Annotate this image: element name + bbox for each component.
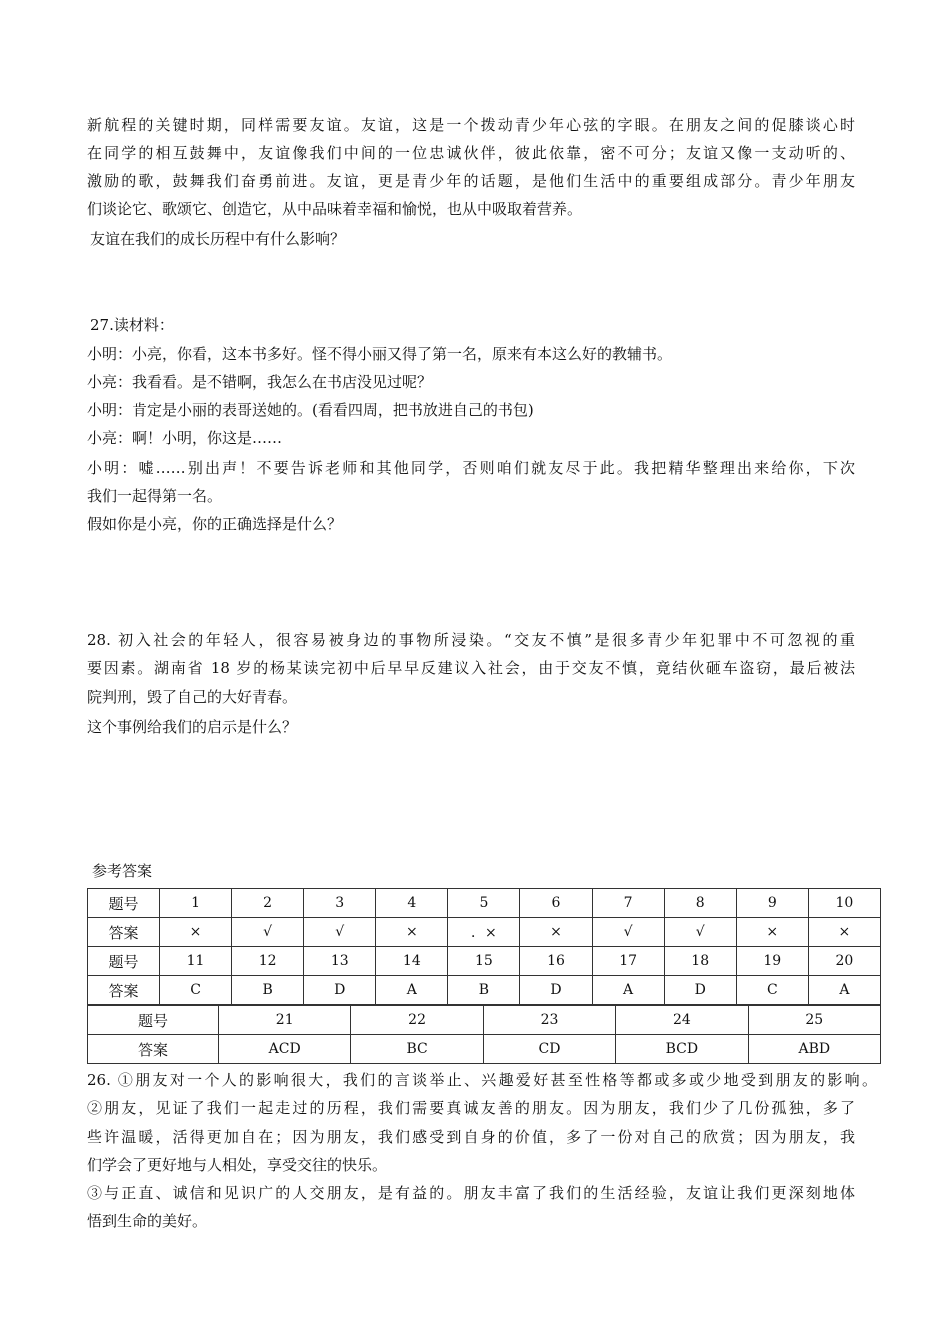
table-cell: 2 <box>232 889 304 918</box>
table-cell: 8 <box>664 889 736 918</box>
q27-title: 27.读材料： <box>90 316 174 334</box>
table-cell: A <box>592 976 664 1005</box>
table-cell: ABD <box>748 1035 880 1064</box>
q27-question: 假如你是小亮，你的正确选择是什么？ <box>87 515 343 533</box>
table-cell: A <box>376 976 448 1005</box>
q28-line: 要因素。湖南省 18 岁的杨某读完初中后早早反建议入社会，由于交友不慎，竟结伙砸车盗窃，最后被法 <box>87 659 855 677</box>
table-row <box>88 976 881 1005</box>
table-cell: 15 <box>448 947 520 976</box>
table-cell: × <box>520 918 592 947</box>
passage-line: 在同学的相互鼓舞中，友谊像我们中间的一位忠诚伙伴，彼此依靠，密不可分；友谊又像一支动听的、 <box>87 144 855 162</box>
table-cell: 4 <box>376 889 448 918</box>
table-cell: 20 <box>808 947 880 976</box>
answer-line: 们学会了更好地与人相处，享受交往的快乐。 <box>87 1156 388 1174</box>
answer-line: ②朋友，见证了我们一起走过的历程，我们需要真诚友善的朋友。因为朋友，我们少了几份孤独，多了 <box>87 1099 855 1117</box>
table-cell: √ <box>664 918 736 947</box>
table-cell: 16 <box>520 947 592 976</box>
table-cell: D <box>304 976 376 1005</box>
table-cell: ACD <box>219 1035 351 1064</box>
answer-line: 悟到生命的美好。 <box>87 1212 208 1230</box>
table-cell: BCD <box>616 1035 748 1064</box>
dialogue-line: 小明：肯定是小丽的表哥送她的。(看看四周，把书放进自己的书包) <box>87 401 534 419</box>
dialogue-line: 小明：嘘……别出声！不要告诉老师和其他同学，否则咱们就友尽于此。我把精华整理出来给你，下次 <box>87 459 855 477</box>
table-cell: C <box>736 976 808 1005</box>
table-row <box>88 1006 881 1035</box>
answers-heading: 参考答案 <box>92 862 153 880</box>
dialogue-line: 小明：小亮，你看，这本书多好。怪不得小丽又得了第一名，原来有本这么好的教辅书。 <box>87 345 673 363</box>
table-cell: 22 <box>351 1006 483 1035</box>
table-row <box>88 918 881 947</box>
table-cell: 5 <box>448 889 520 918</box>
answer-table-21-25 <box>87 1005 881 1064</box>
table-cell: B <box>232 976 304 1005</box>
dialogue-line: 小亮：啊！小明，你这是…… <box>87 429 283 447</box>
table-cell: 25 <box>748 1006 880 1035</box>
table-cell: 23 <box>483 1006 615 1035</box>
table-cell: 1 <box>160 889 232 918</box>
table-cell: ．× <box>448 918 520 947</box>
answer-line: 些许温暖，活得更加自在；因为朋友，我们感受到自身的价值，多了一份对自己的欣赏；因为朋友，我 <box>87 1128 855 1146</box>
q28-line: 28. 初入社会的年轻人，很容易被身边的事物所浸染。“交友不慎”是很多青少年犯罪中不可忽视的重 <box>87 631 855 649</box>
table-cell: 7 <box>592 889 664 918</box>
table-cell: √ <box>592 918 664 947</box>
table-cell: √ <box>232 918 304 947</box>
table-cell: × <box>736 918 808 947</box>
row-label: 答案 <box>88 976 160 1005</box>
table-cell: 6 <box>520 889 592 918</box>
table-cell: 17 <box>592 947 664 976</box>
q26-question: 友谊在我们的成长历程中有什么影响？ <box>90 230 346 248</box>
row-label: 答案 <box>88 918 160 947</box>
table-cell: 10 <box>808 889 880 918</box>
answer-line: 26. ①朋友对一个人的影响很大，我们的言谈举止、兴趣爱好甚至性格等都或多或少地受到朋友的影响。 <box>87 1071 877 1089</box>
table-cell: 24 <box>616 1006 748 1035</box>
dialogue-line: 小亮：我看看。是不错啊，我怎么在书店没见过呢？ <box>87 373 433 391</box>
table-cell: 18 <box>664 947 736 976</box>
table-cell: × <box>376 918 448 947</box>
answer-line: ③与正直、诚信和见识广的人交朋友，是有益的。朋友丰富了我们的生活经验，友谊让我们更深刻地体 <box>87 1184 855 1202</box>
row-label: 题号 <box>88 1006 219 1035</box>
q28-line: 院判刑，毁了自己的大好青春。 <box>87 688 298 706</box>
table-cell: A <box>808 976 880 1005</box>
table-cell: √ <box>304 918 376 947</box>
table-cell: B <box>448 976 520 1005</box>
table-cell: 12 <box>232 947 304 976</box>
passage-line: 激励的歌，鼓舞我们奋勇前进。友谊，更是青少年的话题，是他们生活中的重要组成部分。青少年朋友 <box>87 172 855 190</box>
table-cell: CD <box>483 1035 615 1064</box>
passage-line: 们谈论它、歌颂它、创造它，从中品味着幸福和愉悦，也从中吸取着营养。 <box>87 200 583 218</box>
table-cell: 11 <box>160 947 232 976</box>
q28-question: 这个事例给我们的启示是什么？ <box>87 718 298 736</box>
row-label: 答案 <box>88 1035 219 1064</box>
table-cell: 13 <box>304 947 376 976</box>
row-label: 题号 <box>88 947 160 976</box>
table-row <box>88 1035 881 1064</box>
table-cell: D <box>520 976 592 1005</box>
table-cell: 19 <box>736 947 808 976</box>
table-cell: 9 <box>736 889 808 918</box>
table-cell: D <box>664 976 736 1005</box>
table-cell: C <box>160 976 232 1005</box>
table-cell: 21 <box>219 1006 351 1035</box>
table-row <box>88 947 881 976</box>
dialogue-line: 我们一起得第一名。 <box>87 487 223 505</box>
row-label: 题号 <box>88 889 160 918</box>
table-cell: BC <box>351 1035 483 1064</box>
table-cell: 14 <box>376 947 448 976</box>
passage-line: 新航程的关键时期，同样需要友谊。友谊，这是一个拨动青少年心弦的字眼。在朋友之间的促膝谈心时 <box>87 116 855 134</box>
table-cell: 3 <box>304 889 376 918</box>
table-cell: × <box>160 918 232 947</box>
table-row <box>88 889 881 918</box>
table-cell: × <box>808 918 880 947</box>
answer-table-1-20 <box>87 888 881 1005</box>
